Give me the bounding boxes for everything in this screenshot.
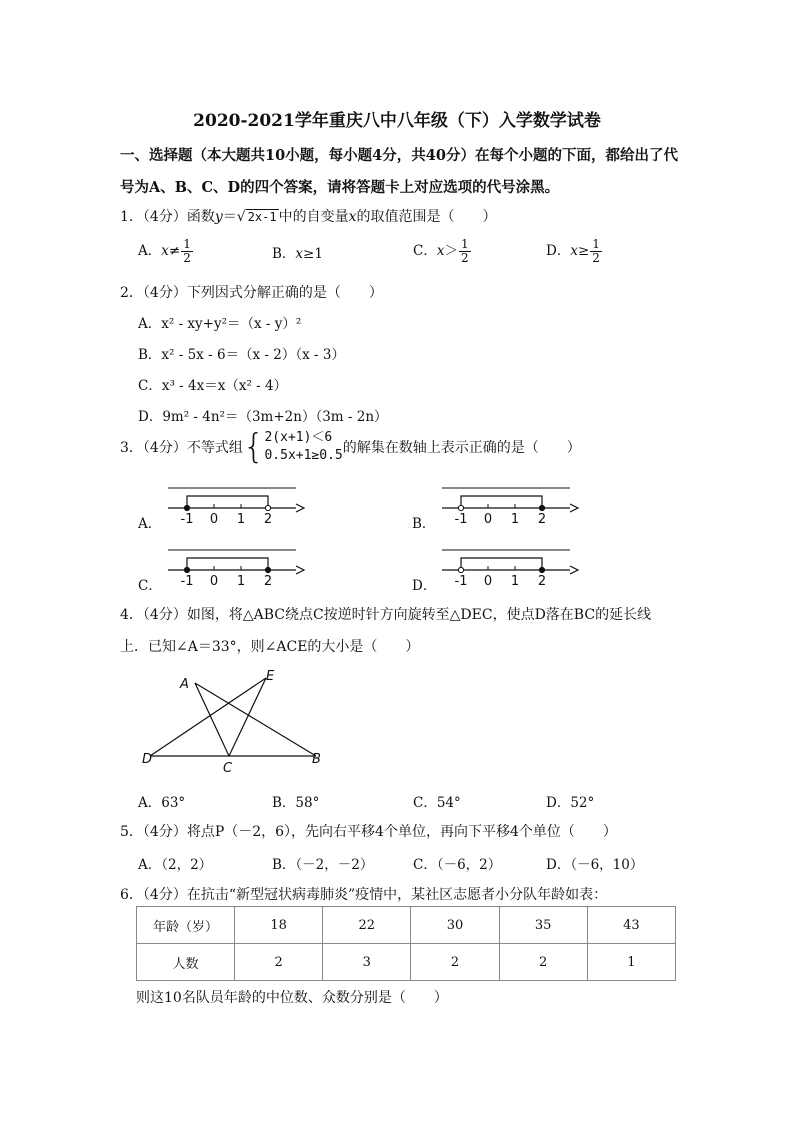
- option-rel: ≥: [577, 243, 590, 259]
- tick-label: 2: [263, 512, 273, 527]
- fraction-den: 2: [183, 251, 191, 265]
- section-heading-line1: 一、选择题（本大题共10小题，每小题4分，共40分）在每个小题的下面，都给出了代: [120, 147, 678, 164]
- question-5-stem: 5．（4分）将点P（－2，6），先向右平移4个单位，再向下平移4个单位（ ）: [120, 824, 617, 840]
- q3-option-b[interactable]: B．: [412, 516, 436, 532]
- open-endpoint: [458, 567, 463, 572]
- q2-option-d[interactable]: [138, 405, 388, 425]
- option-label: C．: [413, 243, 437, 259]
- q3-option-d[interactable]: D．: [412, 578, 437, 594]
- point-label-d: D: [142, 752, 153, 767]
- q1-suffix-a: 中的自变量: [278, 209, 349, 225]
- segment-de: [150, 678, 266, 756]
- segment-ec: [229, 678, 266, 756]
- option-label: B．: [272, 246, 296, 262]
- option-label: A．: [138, 243, 162, 259]
- open-endpoint: [265, 505, 270, 510]
- tick-label: -1: [180, 512, 194, 527]
- q3-suffix: 的解集在数轴上表示正确的是（ ）: [342, 440, 581, 456]
- tick-label: 0: [209, 574, 219, 589]
- tick-label: 0: [483, 574, 493, 589]
- q5-option-b[interactable]: B．（－2，－2）: [272, 857, 374, 873]
- fraction: [590, 238, 602, 265]
- segment-ab: [195, 683, 316, 756]
- tick-label: 0: [209, 512, 219, 527]
- number-line-d: [434, 540, 584, 590]
- q1-func-var: y: [214, 209, 223, 225]
- q1-option-a[interactable]: [138, 238, 194, 265]
- question-6-followup: 则这10名队员年龄的中位数、众数分别是（ ）: [136, 990, 448, 1006]
- fraction-den: 2: [460, 251, 469, 265]
- option-label: D．: [138, 409, 163, 425]
- option-text: x³ - 4x＝x（x² - 4）: [161, 378, 288, 394]
- solution-bracket: [461, 558, 542, 570]
- q1-radicand: 2x-1: [247, 210, 277, 224]
- axis-arrow: [570, 504, 578, 512]
- tick-label: 2: [537, 574, 547, 589]
- tick-label: -1: [454, 574, 468, 589]
- filled-endpoint: [184, 567, 189, 572]
- option-label: A．: [138, 316, 162, 332]
- tick-label: 1: [510, 574, 520, 589]
- number-line-a: [160, 478, 310, 528]
- number-line-b: [434, 478, 584, 528]
- fraction-den: 2: [592, 251, 600, 265]
- q1-var: x: [348, 209, 357, 225]
- q5-option-c[interactable]: C．（－6，2）: [413, 857, 502, 873]
- question-6-stem: 6．（4分）在抗击“新型冠状病毒肺炎”疫情中，某社区志愿者小分队年龄如表：: [120, 887, 608, 903]
- axis-arrow: [296, 566, 304, 574]
- fraction: [181, 238, 193, 265]
- q1-eq: ＝: [222, 209, 237, 225]
- table-cell: 3: [323, 944, 411, 981]
- option-var: x: [161, 243, 169, 259]
- option-var: x: [570, 243, 578, 259]
- solution-bracket: [461, 496, 542, 508]
- option-text: x² - xy+y²＝（x - y）²: [161, 316, 302, 332]
- q5-option-a[interactable]: A．（2，2）: [138, 857, 213, 873]
- fraction-num: 1: [592, 237, 600, 251]
- q1-option-b[interactable]: [272, 242, 323, 262]
- triangle-figure: [130, 666, 330, 776]
- page-title: 2020-2021学年重庆八中八年级（下）入学数学试卷: [193, 111, 601, 131]
- q1-suffix-b: 的取值范围是（ ）: [356, 209, 497, 225]
- point-label-e: E: [266, 669, 275, 684]
- table-cell: 1: [587, 944, 675, 981]
- q3-option-a[interactable]: A．: [138, 516, 162, 532]
- table-cell: 35: [499, 907, 587, 944]
- table-cell: 43: [587, 907, 675, 944]
- question-4-line1: 4．（4分）如图，将△ABC绕点C按逆时针方向旋转至△DEC，使点D落在BC的延长线: [120, 607, 652, 623]
- fraction-num: 1: [460, 237, 469, 251]
- sqrt-symbol: √: [236, 209, 246, 225]
- point-label-c: C: [223, 761, 233, 776]
- option-var: x: [295, 246, 304, 262]
- tick-label: 2: [263, 574, 273, 589]
- option-rel: ＞: [444, 243, 458, 259]
- option-rel: ≠: [168, 243, 181, 259]
- inequality-1: 2(x+1)＜6: [264, 430, 333, 445]
- question-2-stem: 2．（4分）下列因式分解正确的是（ ）: [120, 285, 383, 301]
- q5-option-d[interactable]: D．（－6，10）: [546, 857, 644, 873]
- option-label: D．: [546, 243, 571, 259]
- fraction-num: 1: [183, 237, 191, 251]
- q4-option-c[interactable]: C．54°: [413, 795, 461, 811]
- q2-option-b[interactable]: [138, 343, 345, 363]
- brace-symbol: {: [242, 427, 265, 467]
- tick-label: 1: [510, 512, 520, 527]
- axis-arrow: [570, 566, 578, 574]
- table-cell: 2: [499, 944, 587, 981]
- open-endpoint: [458, 505, 463, 510]
- tick-label: 2: [537, 512, 547, 527]
- tick-label: 1: [236, 574, 246, 589]
- option-label: C．: [138, 378, 162, 394]
- question-3-stem: [120, 427, 581, 467]
- number-line-c: [160, 540, 310, 590]
- section-heading-line2: 号为A、B、C、D的四个答案，请将答题卡上对应选项的代号涂黑。: [120, 179, 560, 196]
- filled-endpoint: [184, 505, 189, 510]
- question-1-stem: [120, 206, 496, 226]
- q4-option-b[interactable]: B．58°: [272, 795, 320, 811]
- q2-option-c[interactable]: [138, 374, 287, 394]
- inequality-2: 0.5x+1≥0.5: [264, 448, 343, 463]
- point-label-b: B: [312, 752, 321, 767]
- option-label: B．: [138, 347, 162, 363]
- q1-option-d[interactable]: [546, 238, 603, 265]
- option-var: x: [436, 243, 445, 259]
- option-rel: ≥1: [303, 246, 323, 262]
- q4-option-d[interactable]: D．52°: [546, 795, 595, 811]
- table-cell: 18: [235, 907, 323, 944]
- inequality-system: [264, 429, 342, 465]
- q4-option-a[interactable]: A．63°: [138, 795, 186, 811]
- q2-option-a[interactable]: [138, 312, 301, 332]
- table-header-cell: 年龄（岁）: [137, 907, 235, 944]
- fraction: [459, 238, 471, 265]
- filled-endpoint: [265, 567, 270, 572]
- tick-label: 0: [483, 512, 493, 527]
- point-label-a: A: [180, 677, 189, 692]
- table-header-cell: 人数: [137, 944, 235, 981]
- solution-bracket: [187, 496, 268, 508]
- age-table: [136, 906, 676, 981]
- tick-label: -1: [180, 574, 194, 589]
- option-text: 9m² - 4n²＝（3m+2n）（3m - 2n）: [162, 409, 388, 425]
- q1-option-c[interactable]: [413, 238, 472, 265]
- table-row: [137, 944, 676, 981]
- filled-endpoint: [539, 567, 544, 572]
- table-cell: 22: [323, 907, 411, 944]
- table-row: [137, 907, 676, 944]
- solution-bracket: [187, 558, 268, 570]
- q1-prefix: 1．（4分）函数: [120, 209, 215, 225]
- q3-option-c[interactable]: C．: [138, 578, 162, 594]
- tick-label: -1: [454, 512, 468, 527]
- axis-arrow: [296, 504, 304, 512]
- table-cell: 2: [235, 944, 323, 981]
- table-cell: 2: [411, 944, 499, 981]
- question-4-line2: 上．已知∠A＝33°，则∠ACE的大小是（ ）: [120, 639, 420, 655]
- filled-endpoint: [539, 505, 544, 510]
- tick-label: 1: [236, 512, 246, 527]
- option-text: x² - 5x - 6＝（x - 2）（x - 3）: [161, 347, 345, 363]
- table-cell: 30: [411, 907, 499, 944]
- q3-prefix: 3．（4分）不等式组: [120, 440, 243, 456]
